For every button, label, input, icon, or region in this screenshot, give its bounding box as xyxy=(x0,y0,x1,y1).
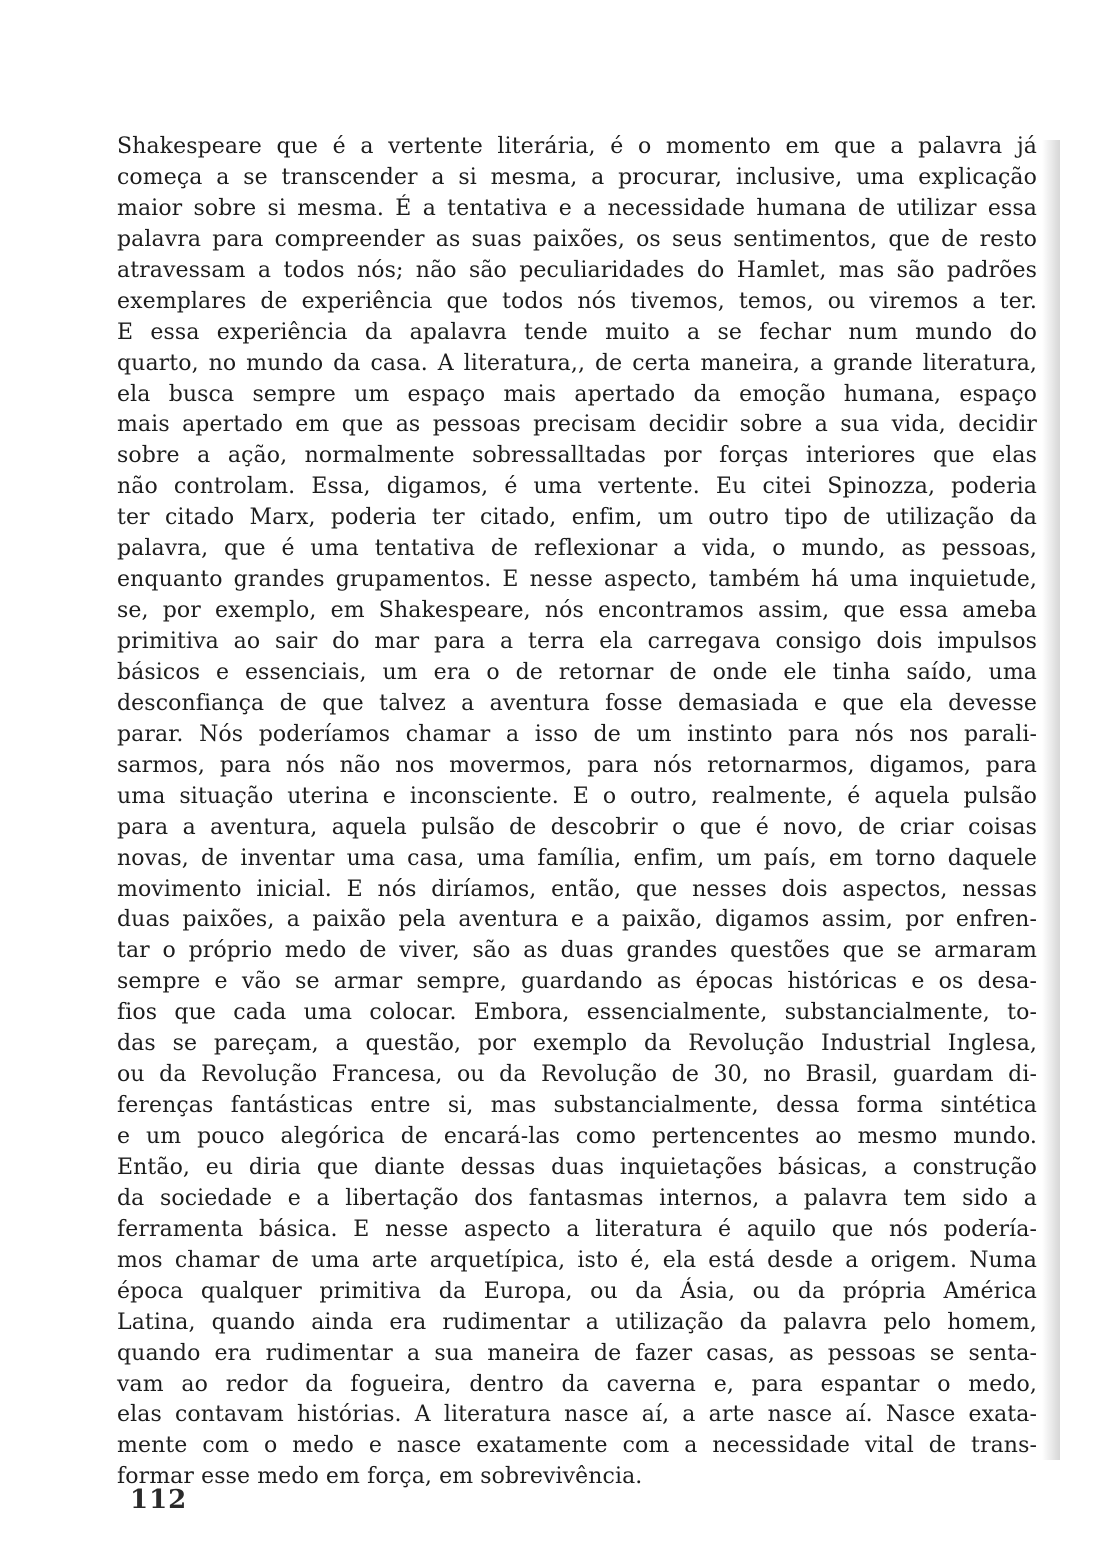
text-line: se, por exemplo, em Shakespeare, nós encontramos assim, que essa ameba xyxy=(117,598,1037,624)
text-line: palavra para compreender as suas paixões, os seus sentimentos, que de resto xyxy=(117,226,1037,252)
text-line: mente com o medo e nasce exatamente com a necessidade vital de trans- xyxy=(117,1433,1037,1459)
text-line: palavra, que é uma tentativa de reflexionar a vida, o mundo, as pessoas, xyxy=(117,536,1037,562)
text-line: das se pareçam, a questão, por exemplo da Revolução Industrial Inglesa, xyxy=(117,1031,1037,1057)
text-line: época qualquer primitiva da Europa, ou da Ásia, ou da própria América xyxy=(117,1278,1037,1304)
text-line: duas paixões, a paixão pela aventura e a paixão, digamos assim, por enfren- xyxy=(117,907,1037,933)
text-line: ou da Revolução Francesa, ou da Revolução de 30, no Brasil, guardam di- xyxy=(117,1062,1037,1088)
text-line: mos chamar de uma arte arquetípica, isto é, ela está desde a origem. Numa xyxy=(117,1247,1037,1273)
text-line: ter citado Marx, poderia ter citado, enfim, um outro tipo de utilização da xyxy=(117,505,1037,531)
text-line: enquanto grandes grupamentos. E nesse aspecto, também há uma inquietude, xyxy=(117,567,1037,593)
text-line: da sociedade e a libertação dos fantasmas internos, a palavra tem sido a xyxy=(117,1185,1037,1211)
text-line: primitiva ao sair do mar para a terra ela carregava consigo dois impulsos xyxy=(117,629,1037,654)
text-line: atravessam a todos nós; não são peculiaridades do Hamlet, mas são padrões xyxy=(117,257,1037,283)
text-line: elas contavam histórias. A literatura nasce aí, a arte nasce aí. Nasce exata- xyxy=(117,1402,1037,1428)
text-line: mais apertado em que as pessoas precisam decidir sobre a sua vida, decidir xyxy=(117,412,1037,438)
text-line: e um pouco alegórica de encará-las como pertencentes ao mesmo mundo. xyxy=(117,1124,1037,1149)
text-line: vam ao redor da fogueira, dentro da caverna e, para espantar o medo, xyxy=(117,1371,1037,1397)
body-text xyxy=(117,132,1037,1493)
text-line: movimento inicial. E nós diríamos, então, que nesses dois aspectos, nessas xyxy=(117,876,1037,902)
text-line: Shakespeare que é a vertente literária, é o momento em que a palavra já xyxy=(117,134,1037,159)
text-line: sempre e vão se armar sempre, guardando as épocas históricas e os desa- xyxy=(117,969,1037,995)
page-number: 112 xyxy=(130,1485,188,1515)
text-line: sobre a ação, normalmente sobressalltadas por forças interiores que elas xyxy=(117,443,1037,469)
text-line: uma situação uterina e inconsciente. E o outro, realmente, é aquela pulsão xyxy=(117,783,1037,809)
text-line: básicos e essenciais, um era o de retornar de onde ele tinha saído, uma xyxy=(117,659,1037,685)
page-gutter-shadow xyxy=(1042,140,1060,1460)
text-line: tar o próprio medo de viver, são as duas grandes questões que se armaram xyxy=(117,938,1037,964)
text-line: exemplares de experiência que todos nós tivemos, temos, ou viremos a ter. xyxy=(117,288,1037,314)
text-line: parar. Nós poderíamos chamar a isso de um instinto para nós nos parali- xyxy=(117,721,1037,747)
text-line: quando era rudimentar a sua maneira de fazer casas, as pessoas se senta- xyxy=(117,1340,1037,1366)
text-line: ela busca sempre um espaço mais apertado da emoção humana, espaço xyxy=(117,381,1037,407)
text-line: formar esse medo em força, em sobrevivência. xyxy=(117,1464,643,1490)
text-line: desconfiança de que talvez a aventura fosse demasiada e que ela devesse xyxy=(117,690,1037,716)
text-line: quarto, no mundo da casa. A literatura,, de certa maneira, a grande literatura, xyxy=(117,350,1037,376)
text-line: fios que cada uma colocar. Embora, essencialmente, substancialmente, to- xyxy=(117,1000,1037,1026)
text-line: E essa experiência da apalavra tende muito a se fechar num mundo do xyxy=(117,319,1037,345)
text-line: Latina, quando ainda era rudimentar a utilização da palavra pelo homem, xyxy=(117,1309,1037,1335)
text-line: para a aventura, aquela pulsão de descobrir o que é novo, de criar coisas xyxy=(117,814,1037,840)
text-line: ferenças fantásticas entre si, mas substancialmente, dessa forma sintética xyxy=(117,1093,1037,1119)
text-line: maior sobre si mesma. É a tentativa e a necessidade humana de utilizar essa xyxy=(117,195,1037,221)
text-line: sarmos, para nós não nos movermos, para nós retornarmos, digamos, para xyxy=(117,752,1037,778)
text-line: começa a se transcender a si mesma, a procurar, inclusive, uma explicação xyxy=(117,164,1037,190)
text-line: Então, eu diria que diante dessas duas inquietações básicas, a construção xyxy=(117,1154,1037,1180)
text-line: ferramenta básica. E nesse aspecto a literatura é aquilo que nós podería- xyxy=(117,1216,1037,1242)
text-line: não controlam. Essa, digamos, é uma vertente. Eu citei Spinozza, poderia xyxy=(117,474,1037,500)
text-line: novas, de inventar uma casa, uma família, enfim, um país, em torno daquele xyxy=(117,845,1037,871)
